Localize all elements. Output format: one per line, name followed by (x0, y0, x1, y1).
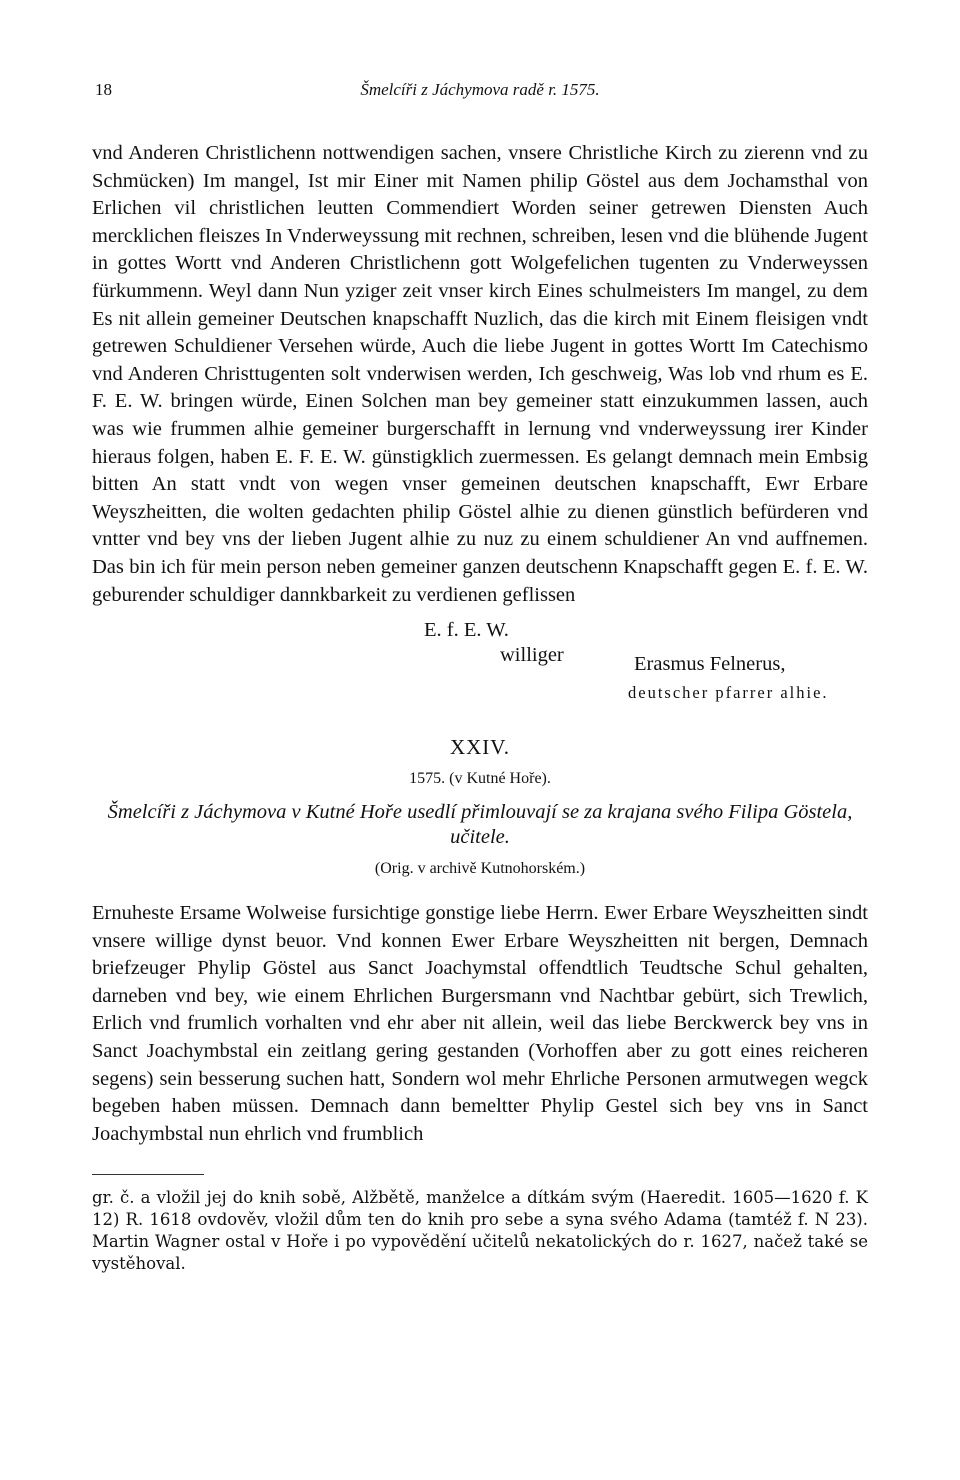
document-body-paragraph: Ernuheste Ersame Wolweise fursichtige gonstige liebe Herrn. Ewer Erbare Weyszheitten sindt vnsere willige dynst beuor. Vnd konnen Ewer Erbare Weyszheitten nit bergen, Demnach briefzeuger Phylip Göstel aus Sanct Joachymstal offendtlich Teudtsche Schul gehalten, darneben vnd bey, wie einem Ehrlichen Burgersmann vnd Nachtbar gebürt, sich Trewlich, Erlich vnd frumlich vorhalten vnd ehr aber nit allein, weil das liebe Berckwerck bey vns in Sanct Joachymbstal ein zeitlang gering gestanden (Vorhoffen aber zu gott eines reicheren segens) sein besserung suchen hatt, Sondern wol mehr Ehrliche Personen armutwegen wegck begeben haben müssen. Demnach dann bemeltter Phylip Gestel sich bey vns in Sanct Joachymbstal nun ehrlich vnd frumblich (92, 902, 868, 1145)
signer-role: deutscher pfarrer alhie. (628, 683, 829, 703)
closing-willing: williger (500, 644, 564, 667)
document-number: XXIV. (449, 735, 511, 760)
running-head (92, 80, 868, 110)
signer-name: Erasmus Felnerus, (634, 653, 786, 676)
footnote: gr. č. a vložil jej do knih sobě, Alžbětě, manželce a dítkám svým (Haeredit. 1605—1620 f. K 12) R. 1618 ovdověv, vložil dům ten do knih pro sebe a syna svého Adama (tamtéž f. N 23). Martin Wagner ostal v Hoře i po vypovědění učitelů nekatolických do r. 1627, načež také se vystěhoval. (92, 1188, 868, 1274)
footnote-divider (92, 1174, 204, 1175)
closing-salutation: E. f. E. W. (424, 619, 509, 642)
page-number: 18 (95, 80, 112, 99)
running-title: Šmelcíři z Jáchymova radě r. 1575. (360, 80, 600, 99)
page (92, 80, 868, 1275)
document-heading: Šmelcíři z Jáchymova v Kutné Hoře usedlí přimlouvají se za krajana svého Filipa Göstela, učitele. (107, 801, 853, 849)
document-date-place: 1575. (v Kutné Hoře). (409, 770, 551, 788)
letter-continuation-paragraph: vnd Anderen Christlichenn nottwendigen sachen, vnsere Christliche Kirch zu zierenn vnd zu Schmücken) Im mangel, Ist mir Einer mit Namen philip Göstel aus dem Jochamsthal von Erlichen vil christlichen leutten Commendiert Worden seiner getrewen Diensten Auch mercklichen fleiszes In Vnderweyssung mit rechnen, schreiben, lesen vnd die blühende Jugent in gottes Wortt vnd Anderen Christlichenn gott Wolgefelichen tugenten zu Vnderweyssen fürkummenn. Weyl dann Nun yziger zeit vnser kirch Eines schulmeisters Im mangel, zu dem Es nit allein gemeiner Deutschen knapschafft Nuzlich, das die kirch mit Einem fleisigen vndt getrewen Schuldiener Versehen würde, Auch die liebe Jugent in gottes Wortt Im Catechismo vnd Anderen Christtugenten solt vnderwisen werden, Ich geschweig, Was lob vnd rhum es E. F. E. W. bringen würde, Einen Solchen man bey gemeiner statt einzukummen lassen, auch was wie frummen alhie gemeiner burgerschafft in lernung vnd vnderweyssung irer Kinder hieraus folgen, haben E. F. E. W. günstigklich zuermessen. Es gelangt demnach mein Embsig bitten An statt vndt von wegen vnser gemeinen deutschen knapschafft, Ewr Erbare Weyszheitten, die wolten gedachten philip Göstel alhie zu dienen günstlich befürderen vnd vntter vnd bey vns der lieben Jugent alhie zu nuz zu einem schuldiener An vnd auffnemen. Das bin ich für mein person neben gemeiner ganzen deutschenn Knapschafft gegen E. f. E. W. geburender schuldiger dannkbarkeit zu verdienen geflissen (92, 142, 868, 606)
document-source: (Orig. v archivě Kutnohorském.) (374, 860, 586, 878)
